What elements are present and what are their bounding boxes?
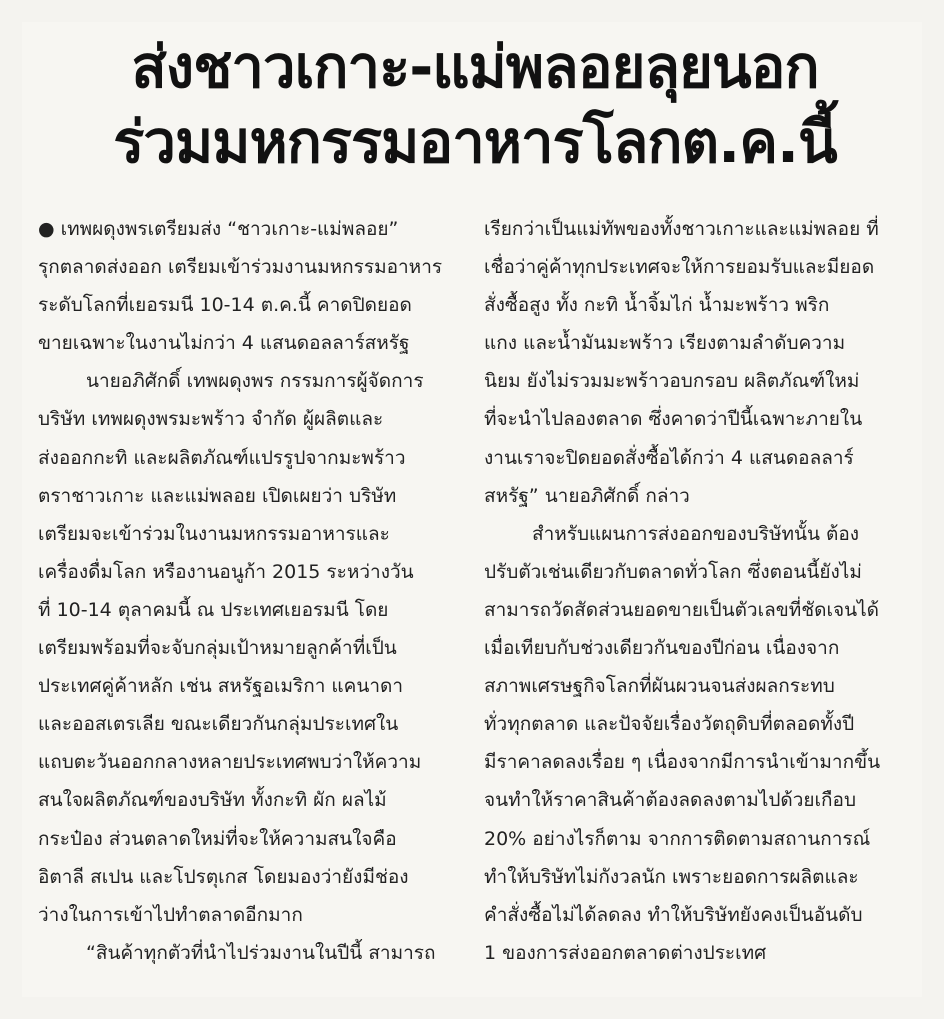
lead-bullet-line: ● เทพผดุงพรเตรียมส่ง “ชาวเกาะ-แม่พลอย”	[38, 218, 399, 240]
text-line: อิตาลี สเปน และโปรตุเกส โดยมองว่ายังมีช่อง	[38, 865, 409, 888]
text-line: กระป๋อง ส่วนตลาดใหม่ที่จะให้ความสนใจคือ	[38, 827, 397, 850]
text-line: ตราชาวเกาะ และแม่พลอย เปิดเผยว่า บริษัท	[38, 484, 397, 507]
paragraph-start-line: “สินค้าทุกตัวที่นำไปร่วมงานในปีนี้ สามารถ	[86, 941, 436, 964]
text-line: รุกตลาดส่งออก เตรียมเข้าร่วมงานมหกรรมอาหาร	[38, 256, 443, 279]
text-line: ปรับตัวเช่นเดียวกับตลาดทั่วโลก ซึ่งตอนนี้ยังไม่	[484, 560, 862, 583]
text-line: สามารถวัดสัดส่วนยอดขายเป็นตัวเลขที่ชัดเจนได้	[484, 598, 879, 621]
text-line: เครื่องดื่มโลก หรืองานอนูก้า 2015 ระหว่างวัน	[38, 560, 414, 583]
left-column	[38, 210, 462, 972]
text-line: บริษัท เทพผดุงพรมะพร้าว จำกัด ผู้ผลิตและ	[38, 408, 384, 431]
news-clipping	[22, 22, 922, 997]
text-line: 20% อย่างไรก็ตาม จากการติดตามสถานการณ์	[484, 827, 871, 850]
text-line: เมื่อเทียบกับช่วงเดียวกันของปีก่อน เนื่องจาก	[484, 637, 840, 660]
text-line: สหรัฐ” นายอภิศักดิ์ กล่าว	[484, 484, 690, 507]
text-line: เชื่อว่าคู่ค้าทุกประเทศจะให้การยอมรับและมียอด	[484, 256, 875, 279]
text-line: แถบตะวันออกกลางหลายประเทศพบว่าให้ความ	[38, 751, 422, 774]
headline-line-1: ส่งชาวเกาะ-แม่พลอยลุยนอก	[131, 33, 819, 101]
text-line: ส่งออกกะทิ และผลิตภัณฑ์แปรรูปจากมะพร้าว	[38, 446, 406, 469]
text-line: ระดับโลกที่เยอรมนี 10-14 ต.ค.นี้ คาดปิดยอด	[38, 294, 412, 317]
headline	[30, 30, 920, 180]
text-line: ที่ 10-14 ตุลาคมนี้ ณ ประเทศเยอรมนี โดย	[38, 598, 389, 621]
text-line: เตรียมพร้อมที่จะจับกลุ่มเป้าหมายลูกค้าที่เป็น	[38, 637, 397, 660]
text-line: สภาพเศรษฐกิจโลกที่ผันผวนจนส่งผลกระทบ	[484, 675, 835, 698]
text-line: งานเราจะปิดยอดสั่งซื้อได้กว่า 4 แสนดอลลาร์	[484, 446, 854, 469]
text-line: คำสั่งซื้อไม่ได้ลดลง ทำให้บริษัทยังคงเป็นอันดับ	[484, 903, 863, 926]
text-line: จนทำให้ราคาสินค้าต้องลดลงตามไปด้วยเกือบ	[484, 789, 857, 812]
text-line: และออสเตรเลีย ขณะเดียวกันกลุ่มประเทศใน	[38, 713, 399, 736]
text-line: แกง และน้ำมันมะพร้าว เรียงตามลำดับความ	[484, 332, 846, 355]
text-line: สนใจผลิตภัณฑ์ของบริษัท ทั้งกะทิ ผัก ผลไม้	[38, 789, 387, 812]
text-line: สั่งซื้อสูง ทั้ง กะทิ น้ำจิ้มไก่ น้ำมะพร้าว พริก	[484, 294, 830, 317]
text-line: ขายเฉพาะในงานไม่กว่า 4 แสนดอลลาร์สหรัฐ	[38, 332, 410, 355]
right-column	[484, 210, 908, 972]
text-line: เตรียมจะเข้าร่วมในงานมหกรรมอาหารและ	[38, 522, 390, 545]
text-line: ที่จะนำไปลองตลาด ซึ่งคาดว่าปีนี้เฉพาะภายใน	[484, 408, 863, 431]
paragraph-start-line: นายอภิศักดิ์ เทพผดุงพร กรรมการผู้จัดการ	[86, 370, 424, 393]
text-line: นิยม ยังไม่รวมมะพร้าวอบกรอบ ผลิตภัณฑ์ใหม่	[484, 370, 860, 393]
text-line: มีราคาลดลงเรื่อย ๆ เนื่องจากมีการนำเข้ามากขึ้น	[484, 751, 881, 774]
text-line: เรียกว่าเป็นแม่ทัพของทั้งชาวเกาะและแม่พลอย ที่	[484, 218, 879, 240]
text-line: ทั่วทุกตลาด และปัจจัยเรื่องวัตถุดิบที่ตลอดทั้งปี	[484, 713, 855, 736]
paragraph-start-line: สำหรับแผนการส่งออกของบริษัทนั้น ต้อง	[532, 522, 860, 545]
text-line: 1 ของการส่งออกตลาดต่างประเทศ	[484, 941, 767, 964]
text-line: ทำให้บริษัทไม่กังวลนัก เพราะยอดการผลิตและ	[484, 865, 859, 888]
text-line: ประเทศคู่ค้าหลัก เช่น สหรัฐอเมริกา แคนาดา	[38, 675, 404, 698]
headline-line-2: ร่วมมหกรรมอาหารโลกต.ค.นี้	[113, 108, 837, 176]
text-line: ว่างในการเข้าไปทำตลาดอีกมาก	[38, 903, 303, 926]
